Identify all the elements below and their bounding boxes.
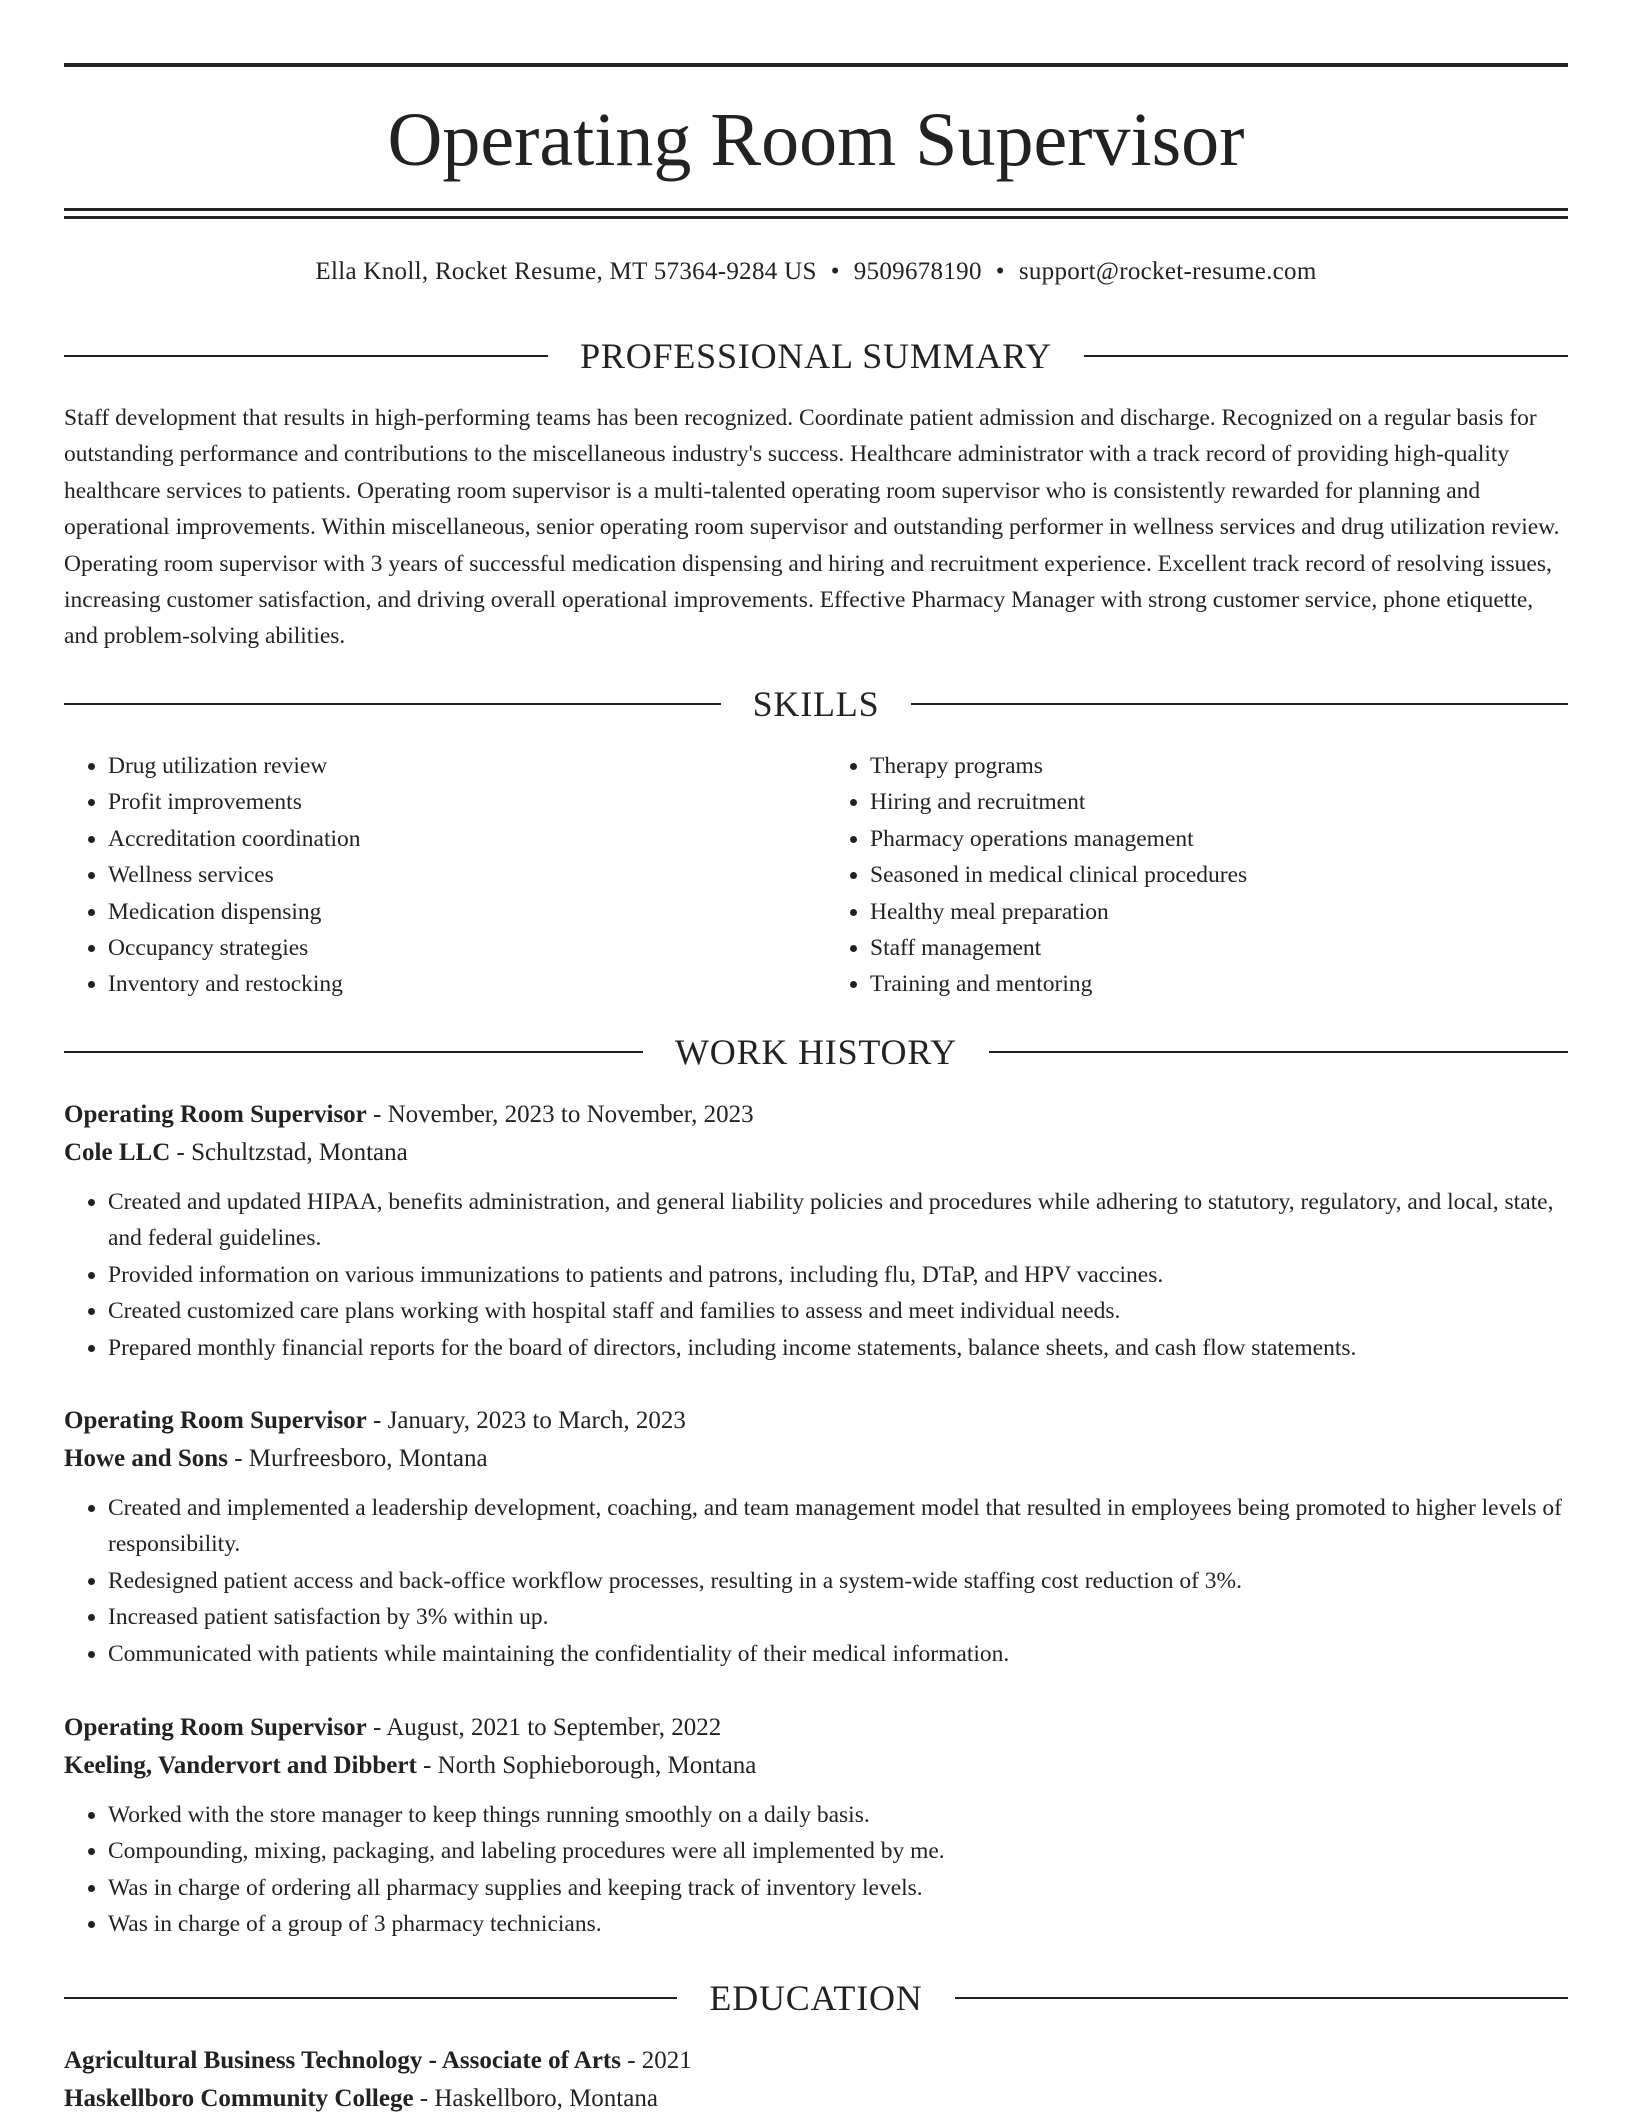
job-location: - Schultzstad, Montana <box>170 1139 408 1166</box>
job-bullet: • Increased patient satisfaction by 3% within up. <box>108 1599 1568 1635</box>
section-header-education <box>64 1976 1568 2020</box>
job-bullet: • Redesigned patient access and back-office workflow processes, resulting in a system-wide staffing cost reduction of 3%. <box>108 1563 1568 1599</box>
title-bottom-rule-1 <box>64 208 1568 211</box>
divider <box>64 1051 643 1053</box>
job-company: Howe and Sons <box>64 1445 228 1472</box>
job-bullet: • Created and updated HIPAA, benefits administration, and general liability policies and procedures while adhering to statutory, regulatory, and local, state, and federal guidelines. <box>108 1184 1568 1257</box>
contact-line <box>64 254 1568 290</box>
skill-item: • Inventory and restocking <box>108 966 806 1002</box>
job-title-line <box>64 1096 1568 1134</box>
contact-separator: • <box>830 258 840 285</box>
divider <box>989 1051 1568 1053</box>
skill-item: • Profit improvements <box>108 784 806 820</box>
divider <box>955 1997 1568 1999</box>
job-bullet: • Communicated with patients while maintaining the confidentiality of their medical information. <box>108 1636 1568 1672</box>
contact-address: Ella Knoll, Rocket Resume, MT 57364-9284 US <box>315 258 817 285</box>
job-dates: - November, 2023 to November, 2023 <box>366 1101 754 1128</box>
job-location: - North Sophieborough, Montana <box>416 1752 757 1779</box>
section-header-work <box>64 1030 1568 1074</box>
title-bottom-rule-2 <box>64 216 1568 219</box>
education-year: - 2021 <box>620 2047 692 2074</box>
section-header-skills <box>64 682 1568 726</box>
contact-separator: • <box>995 258 1005 285</box>
title-top-rule <box>64 63 1568 67</box>
job-company-line <box>64 1440 1568 1478</box>
job-bullets <box>64 1490 1568 1672</box>
skill-item: • Hiring and recruitment <box>870 784 1568 820</box>
job-entry <box>64 1402 1568 1672</box>
divider <box>64 1997 677 1999</box>
job-title: Operating Room Supervisor <box>64 1101 367 1128</box>
divider <box>1084 355 1568 357</box>
divider <box>64 703 721 705</box>
skill-item: • Therapy programs <box>870 748 1568 784</box>
section-title-summary: PROFESSIONAL SUMMARY <box>580 336 1052 376</box>
divider <box>911 703 1568 705</box>
skill-item: • Training and mentoring <box>870 966 1568 1002</box>
divider <box>64 355 548 357</box>
skills-column-right <box>806 748 1568 1003</box>
job-bullet: • Worked with the store manager to keep things running smoothly on a daily basis. <box>108 1797 1568 1833</box>
skills-list <box>64 748 1568 1003</box>
job-bullet: • Prepared monthly financial reports for the board of directors, including income statements, balance sheets, and cash flow statements. <box>108 1330 1568 1366</box>
job-company: Keeling, Vandervort and Dibbert <box>64 1752 417 1779</box>
skill-item: • Wellness services <box>108 857 806 893</box>
education-location: - Haskellboro, Montana <box>413 2085 658 2112</box>
job-dates: - August, 2021 to September, 2022 <box>366 1714 722 1741</box>
job-bullet: • Created and implemented a leadership development, coaching, and team management model that resulted in employees being promoted to higher levels of responsibility. <box>108 1490 1568 1563</box>
section-header-summary <box>64 334 1568 378</box>
job-title-line <box>64 1709 1568 1747</box>
summary-text: Staff development that results in high-performing teams has been recognized. Coordinate patient admission and discharge. Recognized on a regular basis for outstanding performance and contributions to the miscellaneous industry's success. Healthcare administrator with a track record of providing high-quality healthcare services to patients. Operating room supervisor is a multi-talented operating room supervisor who is consistently rewarded for planning and operational improvements. Within miscellaneous, senior operating room supervisor and outstanding performer in wellness services and drug utilization review. Operating room supervisor with 3 years of successful medication dispensing and hiring and recruitment experience. Excellent track record of resolving issues, increasing customer satisfaction, and driving overall operational improvements. Effective Pharmacy Manager with strong customer service, phone etiquette, and problem-solving abilities. <box>64 405 1560 650</box>
job-location: - Murfreesboro, Montana <box>227 1445 488 1472</box>
section-title-education: EDUCATION <box>709 1978 923 2018</box>
education-school-line <box>64 2080 1568 2118</box>
job-company-line <box>64 1747 1568 1785</box>
education-degree-line <box>64 2042 1568 2080</box>
job-bullet: • Provided information on various immunizations to patients and patrons, including flu, DTaP, and HPV vaccines. <box>108 1257 1568 1293</box>
job-company-line <box>64 1134 1568 1172</box>
skill-item: • Staff management <box>870 930 1568 966</box>
skill-item: • Medication dispensing <box>108 894 806 930</box>
job-dates: - January, 2023 to March, 2023 <box>366 1407 686 1434</box>
education-degree: Agricultural Business Technology - Associate of Arts <box>64 2047 621 2074</box>
contact-phone: 9509678190 <box>853 258 982 285</box>
education-school: Haskellboro Community College <box>64 2085 414 2112</box>
job-bullets <box>64 1797 1568 1943</box>
job-company: Cole LLC <box>64 1139 171 1166</box>
job-title: Operating Room Supervisor <box>64 1407 367 1434</box>
job-bullets <box>64 1184 1568 1366</box>
page-title: Operating Room Supervisor <box>387 98 1245 182</box>
job-bullet: • Was in charge of a group of 3 pharmacy technicians. <box>108 1906 1568 1942</box>
job-bullet: • Created customized care plans working with hospital staff and families to assess and meet individual needs. <box>108 1293 1568 1329</box>
contact-email: support@rocket-resume.com <box>1018 258 1317 285</box>
job-entry <box>64 1709 1568 1943</box>
job-title: Operating Room Supervisor <box>64 1714 367 1741</box>
job-entry <box>64 1096 1568 1366</box>
skills-column-left <box>64 748 806 1003</box>
skill-item: • Accreditation coordination <box>108 821 806 857</box>
education-entry <box>64 2042 1568 2118</box>
skill-item: • Seasoned in medical clinical procedures <box>870 857 1568 893</box>
section-title-work: WORK HISTORY <box>675 1032 957 1072</box>
skill-item: • Occupancy strategies <box>108 930 806 966</box>
skill-item: • Healthy meal preparation <box>870 894 1568 930</box>
job-bullet: • Was in charge of ordering all pharmacy supplies and keeping track of inventory levels. <box>108 1870 1568 1906</box>
skill-item: • Pharmacy operations management <box>870 821 1568 857</box>
job-title-line <box>64 1402 1568 1440</box>
skill-item: • Drug utilization review <box>108 748 806 784</box>
job-bullet: • Compounding, mixing, packaging, and labeling procedures were all implemented by me. <box>108 1833 1568 1869</box>
section-title-skills: SKILLS <box>752 684 880 724</box>
